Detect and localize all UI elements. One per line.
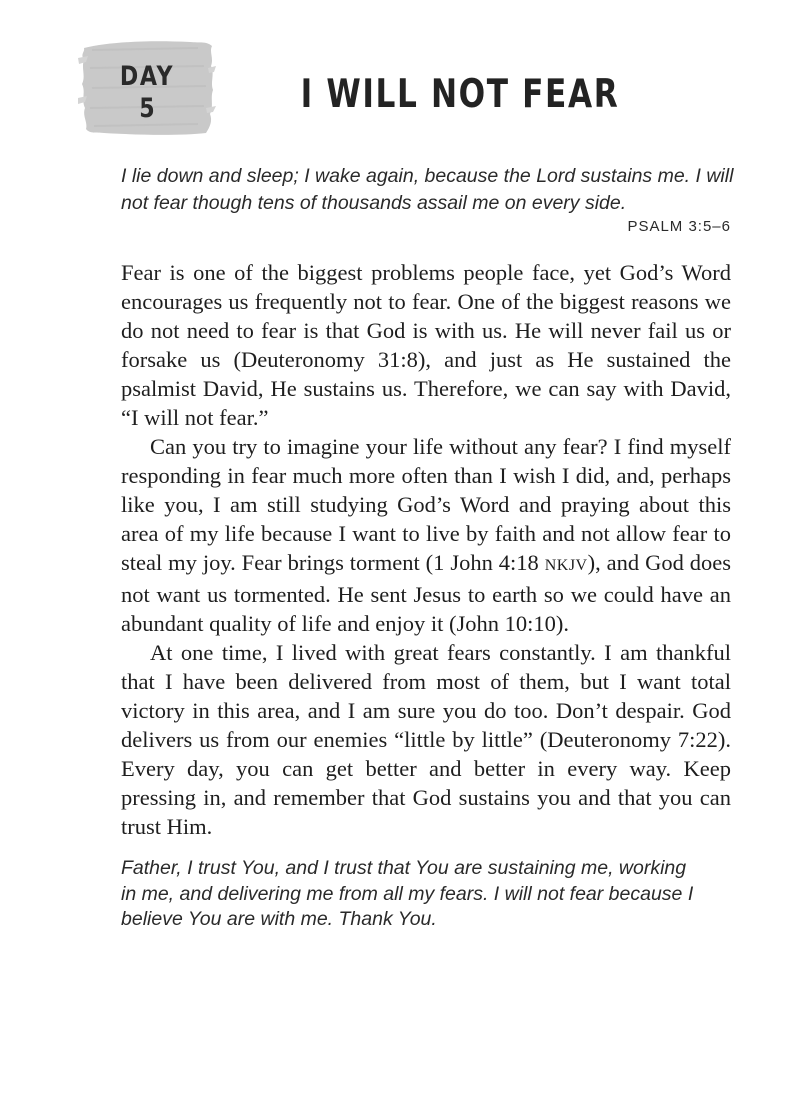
closing-prayer: [121, 856, 731, 933]
paragraph-text: ), and God does not want us tormented. He sent Jesus to earth so we could have an abundant quality of life and enjoy it (John 10:10).: [121, 550, 731, 636]
day-badge: [78, 38, 216, 138]
scripture-line: I lie down and sleep; I wake again, because the Lord sustains me. I will: [121, 165, 734, 187]
body-paragraph: Fear is one of the biggest problems people face, yet God’s Word encourages us frequently not to fear. One of the biggest reasons we do not need to fear is that God is with us. He will never fail us or forsake us (Deuteronomy 31:8), and just as He sustained the psalmist David, He sustains us. Therefore, we can say with David, “I will not fear.”: [121, 260, 731, 430]
scripture-quote: [121, 163, 733, 217]
paragraph-text: Can you try to imagine your life without any fear? I find myself responding in fear much more often than I wish I did, and, perhaps like you, I am still studying God’s Word and praying about this area of my life because I want to live by faith and not allow fear to steal my joy. Fear brings torment (1 John 4:18: [121, 434, 731, 575]
scripture-reference: PSALM 3:5–6: [627, 218, 731, 235]
day-number: 5: [139, 93, 155, 124]
prayer-line: in me, and delivering me from all my fears. I will not fear because I: [121, 882, 694, 905]
day-label: DAY: [119, 61, 175, 92]
prayer-line: Father, I trust You, and I trust that You are sustaining me, working: [121, 857, 687, 879]
body-paragraph: [121, 432, 731, 638]
bible-version: NKJV: [544, 557, 588, 574]
devotional-body: [121, 258, 731, 841]
page-title: I WILL NOT FEAR: [300, 72, 620, 117]
scripture-line: not fear though tens of thousands assail me on every side.: [121, 192, 627, 214]
body-paragraph: At one time, I lived with great fears constantly. I am thankful that I have been delivered from most of them, but I want total victory in this area, and I am sure you do too. Don’t despair. God delivers us from our enemies “little by little” (Deuteronomy 7:22). Every day, you can get better and better in every way. Keep pressing in, and remember that God sustains you and that you can trust Him.: [121, 640, 731, 839]
prayer-line: believe You are with me. Thank You.: [121, 908, 437, 930]
